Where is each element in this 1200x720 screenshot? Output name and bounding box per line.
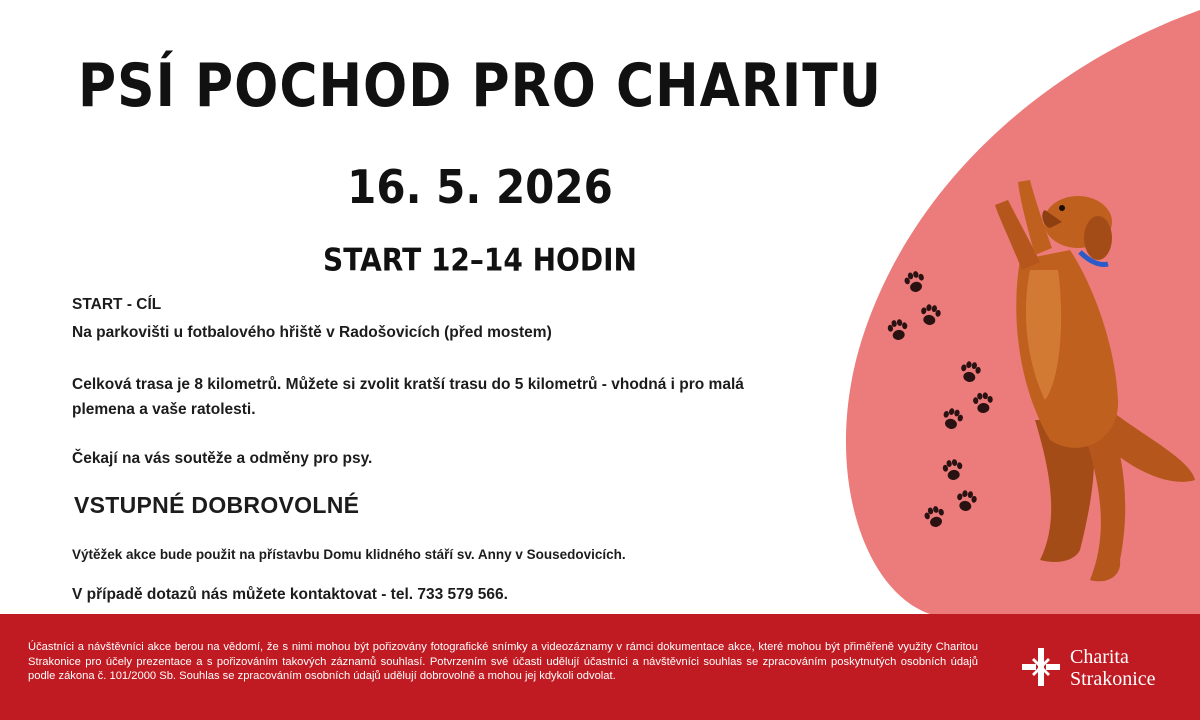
event-date: 16. 5. 2026 <box>347 160 613 214</box>
paw-print-icon <box>903 269 927 294</box>
route-text: Celková trasa je 8 kilometrů. Můžete si zvolit kratší trasu do 5 kilometrů - vhodná i pro malá plemena a vaše ratolesti. <box>72 376 744 418</box>
logo-line-1: Charita <box>1070 646 1129 668</box>
event-title: PSÍ POCHOD PRO CHARITU <box>78 52 882 121</box>
privacy-notice: Účastníci a návštěvníci akce berou na vědomí, že s nimi mohou být pořizovány fotografické snímky a videozáznamy v rámci dokumentace akce, které mohou být přiměřeně využity Charitou Strakonice pro účely prezentace a s pořizováním takových záznamů souhlasí. Potvrzením své účasti udělují účastníci a návštěvníci souhlas se zpracováním poskytnutých osobních údajů podle zákona č. 101/2000 Sb. Souhlas se zpracováním osobních údajů udělují dobrovolně a mohou jej kdykoli odvolat. <box>28 641 978 682</box>
paw-print-icon <box>887 318 910 342</box>
paw-print-icon <box>955 489 978 513</box>
dog-figure <box>995 180 1195 581</box>
start-label: START - CÍL <box>72 296 162 313</box>
footer-bar <box>0 614 1200 720</box>
event-time: START 12–14 HODIN <box>323 242 637 279</box>
competitions-text: Čekají na vás soutěže a odměny pro psy. <box>72 450 373 467</box>
paw-print-icon <box>972 392 993 414</box>
contact-text: V případě dotazů nás můžete kontaktovat - tel. 733 579 566. <box>72 586 508 603</box>
paw-print-icon <box>919 303 942 327</box>
proceeds-text: Výtěžek akce bude použit na přístavbu Domu klidného stáří sv. Anny v Sousedovicích. <box>72 547 626 562</box>
paw-print-icon <box>940 407 964 432</box>
entry-heading: VSTUPNÉ DOBROVOLNÉ <box>74 492 360 518</box>
charita-logo <box>1020 644 1190 694</box>
logo-line-2: Strakonice <box>1070 668 1156 690</box>
paw-print-icon <box>923 504 947 529</box>
paw-print-icon <box>959 360 982 384</box>
location-text: Na parkovišti u fotbalového hřiště v Radošovicích (před mostem) <box>72 324 552 341</box>
charita-cross-icon <box>1020 646 1062 688</box>
paw-print-icon <box>942 458 965 482</box>
